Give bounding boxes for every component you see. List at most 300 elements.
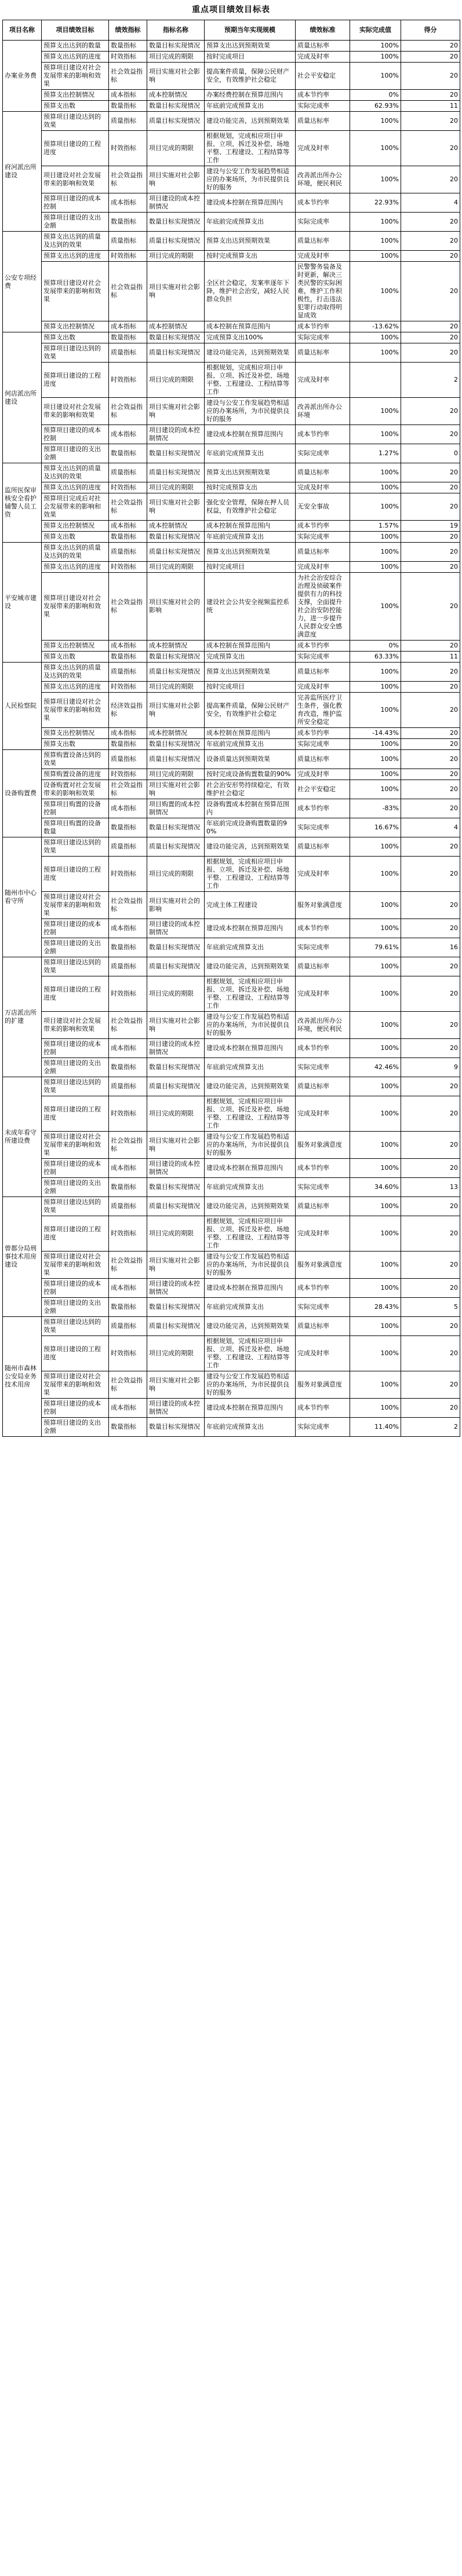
standard-cell: 改善派出所办公环境 [296,398,350,425]
actual-value-cell: 100% [350,750,401,769]
indicator-cell: 质量指标 [109,1317,147,1336]
actual-value-cell: 100% [350,262,401,321]
actual-value-cell: 0% [350,641,401,652]
expected-scale-cell: 建设成本控制在预算范围内 [205,919,296,938]
standard-cell: 质量达标率 [296,112,350,131]
actual-value-cell: 1.27% [350,444,401,463]
goal-cell: 预算项目建设达到的效果 [42,837,109,857]
indicator-name-cell: 项目完成的期限 [147,131,205,166]
indicator-cell: 数量指标 [109,1418,147,1437]
expected-scale-cell: 建设功能完善，达到预期效果 [205,1317,296,1336]
actual-value-cell: 100% [350,919,401,938]
table-row [3,482,460,493]
score-cell: 20 [401,837,460,857]
table-row [3,976,460,1012]
header-expected-scale: 预期当年实现规模 [205,20,296,41]
score-cell: 20 [401,562,460,573]
indicator-cell: 成本指标 [109,425,147,444]
standard-cell: 实际完成率 [296,532,350,543]
goal-cell: 预算项目建设的工程进度 [42,857,109,892]
goal-cell: 预算项目建设的成本控制 [42,1279,109,1298]
indicator-cell: 时效指标 [109,131,147,166]
indicator-cell: 成本指标 [109,799,147,818]
goal-cell: 预算项目建设的工程进度 [42,1096,109,1132]
standard-cell: 社会平安稳定 [296,63,350,90]
table-row [3,1197,460,1216]
header-indicator: 绩效指标 [109,20,147,41]
table-row [3,1058,460,1077]
indicator-cell: 质量指标 [109,837,147,857]
actual-value-cell: 100% [350,463,401,482]
score-cell: 20 [401,1039,460,1058]
score-cell: 20 [401,1317,460,1336]
indicator-name-cell: 项目建设的成本控制情况 [147,1039,205,1058]
table-row [3,101,460,112]
standard-cell: 质量达标率 [296,837,350,857]
expected-scale-cell: 年底前完成预算支出 [205,1178,296,1197]
expected-scale-cell: 按时完成预算支出 [205,251,296,262]
actual-value-cell: 100% [350,1012,401,1039]
indicator-cell: 社会效益指标 [109,1252,147,1279]
score-cell: 20 [401,232,460,251]
score-cell: 20 [401,1077,460,1096]
table-row [3,641,460,652]
standard-cell: 完成及时率 [296,1096,350,1132]
expected-scale-cell: 按时完成项目 [205,562,296,573]
actual-value-cell: 100% [350,166,401,193]
score-cell: 20 [401,663,460,682]
indicator-name-cell: 数量目标实现情况 [147,652,205,663]
indicator-name-cell: 项目建设的成本控制情况 [147,1159,205,1178]
expected-scale-cell: 建设成本控制在预算范围内 [205,1159,296,1178]
table-row [3,1012,460,1039]
indicator-cell: 数量指标 [109,1298,147,1317]
actual-value-cell: 100% [350,1252,401,1279]
indicator-cell: 质量指标 [109,957,147,976]
actual-value-cell: 11.40% [350,1418,401,1437]
table-row [3,919,460,938]
standard-cell: 完成及时率 [296,482,350,493]
actual-value-cell: 63.33% [350,652,401,663]
indicator-name-cell: 项目完成的期限 [147,1336,205,1371]
project-name-cell: 监所医保审核安全看护辅警人员工资 [3,463,42,543]
indicator-name-cell: 数量目标实现情况 [147,818,205,837]
table-row [3,1298,460,1317]
actual-value-cell: 79.61% [350,938,401,957]
table-row [3,799,460,818]
indicator-name-cell: 项目建设的成本控制情况 [147,1399,205,1418]
expected-scale-cell: 根据规划，完成相应项目申报、立项、拆迁及补偿、场地平整、工程建设、工程结算等工作 [205,131,296,166]
goal-cell: 预算项目建设的工程进度 [42,976,109,1012]
expected-scale-cell: 成本控制在预算范围内 [205,521,296,532]
header-actual: 实际完成值 [350,20,401,41]
expected-scale-cell: 按时完成预算支出 [205,482,296,493]
table-row [3,543,460,562]
goal-cell: 预算项目建设达到的效果 [42,1197,109,1216]
actual-value-cell: 16.67% [350,818,401,837]
indicator-name-cell: 成本控制情况 [147,641,205,652]
expected-scale-cell: 建设功能完善，达到预期效果 [205,837,296,857]
goal-cell: 预算项目建设的成本控制 [42,1039,109,1058]
indicator-cell: 成本指标 [109,193,147,213]
expected-scale-cell: 预算支出达到预期效果 [205,663,296,682]
score-cell: 2 [401,363,460,398]
expected-scale-cell: 年底前完成预算支出 [205,938,296,957]
standard-cell: 质量达标率 [296,1317,350,1336]
project-name-cell: 设备购置费 [3,750,42,837]
expected-scale-cell: 年底前完成预算支出 [205,1298,296,1317]
indicator-name-cell: 数量目标实现情况 [147,444,205,463]
table-row [3,321,460,332]
table-row [3,262,460,321]
expected-scale-cell: 根据规划，完成相应项目申报、立项、拆迁及补偿、场地平整、工程建设、工程结算等工作 [205,1336,296,1371]
actual-value-cell: -14.43% [350,728,401,739]
actual-value-cell: 100% [350,1279,401,1298]
indicator-cell: 成本指标 [109,1159,147,1178]
expected-scale-cell: 成本控制在预算范围内 [205,728,296,739]
goal-cell: 预算项目建设对社会发展带来的影响和效果 [42,1132,109,1159]
goal-cell: 预算项目建设达到的效果 [42,957,109,976]
indicator-name-cell: 数量目标实现情况 [147,739,205,750]
actual-value-cell: 100% [350,1371,401,1399]
goal-cell: 预算支出数 [42,332,109,343]
indicator-name-cell: 项目建设的成本控制情况 [147,425,205,444]
standard-cell: 民警警务装备及时更新，解决三类民警的实际困难，维护工作积极性，打击违法犯罪行动取得明显成效 [296,262,350,321]
project-name-cell: 随州市中心看守所 [3,837,42,957]
table-row [3,131,460,166]
score-cell: 20 [401,780,460,799]
standard-cell: 实际完成率 [296,332,350,343]
score-cell: 20 [401,799,460,818]
score-cell: 20 [401,1216,460,1252]
expected-scale-cell: 建设成本控制在预算范围内 [205,1039,296,1058]
expected-scale-cell: 完成主体工程建设 [205,892,296,919]
expected-scale-cell: 根据规划，完成相应项目申报、立项、拆迁及补偿、场地平整、工程建设、工程结算等工作 [205,976,296,1012]
expected-scale-cell: 建设与公安工作发展趋势相适应的办案场所，为市民提供良好的服务 [205,166,296,193]
actual-value-cell: 22.93% [350,193,401,213]
table-row [3,232,460,251]
score-cell: 9 [401,1058,460,1077]
table-row [3,938,460,957]
table-row [3,663,460,682]
expected-scale-cell: 根据规划，完成相应项目申报、立项、拆迁及补偿、场地平整、工程建设、工程结算等工作 [205,1216,296,1252]
table-body [3,41,460,1437]
goal-cell: 预算项目建设的成本控制 [42,1159,109,1178]
standard-cell: 完善监所医疗卫生条件，强化教育改造，维护监所安全稳定 [296,693,350,728]
goal-cell: 预算项目建设的工程进度 [42,1216,109,1252]
project-name-cell: 何店派出所建设 [3,332,42,463]
actual-value-cell: 100% [350,1216,401,1252]
indicator-name-cell: 项目完成的期限 [147,251,205,262]
table-row [3,463,460,482]
actual-value-cell: 100% [350,976,401,1012]
standard-cell: 完成及时率 [296,682,350,693]
indicator-name-cell: 项目完成的期限 [147,976,205,1012]
indicator-cell: 时效指标 [109,1336,147,1371]
score-cell: 20 [401,1012,460,1039]
score-cell: 20 [401,131,460,166]
goal-cell: 预算支出达到的进度 [42,482,109,493]
indicator-cell: 社会效益指标 [109,573,147,641]
table-row [3,532,460,543]
table-header-row [3,20,460,41]
actual-value-cell: 100% [350,693,401,728]
indicator-name-cell: 质量目标实现情况 [147,1077,205,1096]
score-cell: 20 [401,1197,460,1216]
actual-value-cell: 100% [350,543,401,562]
table-row [3,425,460,444]
score-cell: 20 [401,262,460,321]
header-standard: 绩效标准 [296,20,350,41]
expected-scale-cell: 强化安全管理，保障在押人员权益，有效维护社会稳定 [205,493,296,521]
table-row [3,343,460,363]
table-row [3,693,460,728]
indicator-cell: 成本指标 [109,1039,147,1058]
score-cell: 20 [401,693,460,728]
table-row [3,1216,460,1252]
standard-cell: 质量达标率 [296,750,350,769]
expected-scale-cell: 年底前完成预算支出 [205,444,296,463]
standard-cell: 成本节约率 [296,728,350,739]
indicator-name-cell: 项目完成的期限 [147,363,205,398]
indicator-cell: 时效指标 [109,251,147,262]
goal-cell: 预算项目建设达到的效果 [42,1077,109,1096]
standard-cell: 质量达标率 [296,232,350,251]
indicator-name-cell: 项目建设的成本控制情况 [147,1279,205,1298]
score-cell: 20 [401,213,460,232]
actual-value-cell: 100% [350,131,401,166]
expected-scale-cell: 根据规划，完成相应项目申报、立项、拆迁及补偿、场地平整、工程建设、工程结算等工作 [205,1096,296,1132]
indicator-cell: 社会效益指标 [109,262,147,321]
indicator-cell: 数量指标 [109,1058,147,1077]
indicator-name-cell: 数量目标实现情况 [147,101,205,112]
table-row [3,1132,460,1159]
table-row [3,1077,460,1096]
score-cell: 13 [401,1178,460,1197]
table-row [3,1336,460,1371]
table-row [3,1252,460,1279]
standard-cell: 质量达标率 [296,1197,350,1216]
standard-cell: 实际完成率 [296,1178,350,1197]
score-cell: 20 [401,919,460,938]
standard-cell: 成本节约率 [296,1399,350,1418]
indicator-cell: 数量指标 [109,332,147,343]
indicator-cell: 质量指标 [109,663,147,682]
standard-cell: 完成及时率 [296,52,350,63]
expected-scale-cell: 年底前完成预算支出 [205,213,296,232]
expected-scale-cell: 完成预算支出 [205,652,296,663]
expected-scale-cell: 预算支出达到预期效果 [205,463,296,482]
indicator-cell: 质量指标 [109,750,147,769]
table-row [3,957,460,976]
goal-cell: 预算项目建设的成本控制 [42,193,109,213]
indicator-cell: 时效指标 [109,482,147,493]
indicator-name-cell: 项目实施对社会影响 [147,1252,205,1279]
actual-value-cell: 100% [350,398,401,425]
project-name-cell: 万店派出所的扩建 [3,957,42,1077]
standard-cell: 质量达标率 [296,663,350,682]
project-name-cell: 公安专项经费 [3,232,42,332]
indicator-name-cell: 项目完成的期限 [147,682,205,693]
score-cell: 20 [401,682,460,693]
table-row [3,251,460,262]
table-row [3,682,460,693]
goal-cell: 预算支出控制情况 [42,321,109,332]
indicator-name-cell: 项目实施对社会的影响 [147,892,205,919]
indicator-name-cell: 成本控制情况 [147,90,205,101]
indicator-cell: 成本指标 [109,521,147,532]
table-row [3,213,460,232]
standard-cell: 实际完成率 [296,101,350,112]
expected-scale-cell: 按时完成项目 [205,52,296,63]
goal-cell: 预算项目建设的支出金额 [42,1418,109,1437]
score-cell: 20 [401,1096,460,1132]
indicator-cell: 时效指标 [109,682,147,693]
score-cell: 20 [401,90,460,101]
standard-cell: 实际完成率 [296,444,350,463]
score-cell: 20 [401,532,460,543]
standard-cell: 改善派出所办公环境，便民利民 [296,166,350,193]
indicator-cell: 时效指标 [109,1096,147,1132]
indicator-name-cell: 项目实施对社会影响 [147,780,205,799]
goal-cell: 预算支出数 [42,652,109,663]
indicator-name-cell: 项目完成的期限 [147,562,205,573]
actual-value-cell: 100% [350,1159,401,1178]
indicator-name-cell: 数量目标实现情况 [147,938,205,957]
standard-cell: 实际完成率 [296,652,350,663]
score-cell: 20 [401,1371,460,1399]
goal-cell: 预算项目建设对社会发展带来的影响和效果 [42,573,109,641]
indicator-cell: 时效指标 [109,562,147,573]
expected-scale-cell: 预算支出达到预期效果 [205,41,296,52]
indicator-name-cell: 项目完成的期限 [147,769,205,780]
score-cell: 20 [401,251,460,262]
expected-scale-cell: 社会治安形势持续稳定，有效维护社会稳定 [205,780,296,799]
indicator-cell: 时效指标 [109,769,147,780]
indicator-name-cell: 项目建设的成本控制情况 [147,193,205,213]
actual-value-cell: 100% [350,425,401,444]
indicator-cell: 成本指标 [109,321,147,332]
goal-cell: 预算项目建设的工程进度 [42,1336,109,1371]
table-row [3,1279,460,1298]
actual-value-cell: 100% [350,682,401,693]
header-goal: 项目绩效目标 [42,20,109,41]
goal-cell: 预算支出数 [42,532,109,543]
indicator-cell: 质量指标 [109,1197,147,1216]
expected-scale-cell: 提高案件质量，保障公民财产安全，有效维护社会稳定 [205,693,296,728]
standard-cell: 完成及时率 [296,131,350,166]
table-row [3,63,460,90]
expected-scale-cell: 预算支出达到预期效果 [205,232,296,251]
actual-value-cell: 100% [350,957,401,976]
indicator-cell: 数量指标 [109,101,147,112]
goal-cell: 预算项目建设达到的效果 [42,1317,109,1336]
header-project-name: 项目名称 [3,20,42,41]
expected-scale-cell: 按时完成设备购置数量的90% [205,769,296,780]
indicator-cell: 数量指标 [109,532,147,543]
expected-scale-cell: 建设功能完善，达到预期效果 [205,1197,296,1216]
score-cell: 20 [401,892,460,919]
expected-scale-cell: 全区社会稳定，发案率逐年下降，维护社会治安，减轻人民群众负担 [205,262,296,321]
table-row [3,1039,460,1058]
goal-cell: 预算项目完成后对社会发展带来的影响和效果 [42,493,109,521]
indicator-cell: 质量指标 [109,112,147,131]
indicator-name-cell: 数量目标实现情况 [147,41,205,52]
actual-value-cell: 100% [350,343,401,363]
goal-cell: 预算项目建设的支出金额 [42,1298,109,1317]
indicator-name-cell: 质量目标实现情况 [147,750,205,769]
indicator-cell: 质量指标 [109,543,147,562]
standard-cell: 成本节约率 [296,321,350,332]
goal-cell: 预算支出控制情况 [42,521,109,532]
standard-cell: 实际完成率 [296,1058,350,1077]
indicator-name-cell: 项目实施对社会影响 [147,693,205,728]
actual-value-cell: 100% [350,769,401,780]
table-row [3,857,460,892]
expected-scale-cell: 根据规划，完成相应项目申报、立项、拆迁及补偿、场地平整、工程建设、工程结算等工作 [205,363,296,398]
indicator-name-cell: 质量目标实现情况 [147,343,205,363]
actual-value-cell: 100% [350,1197,401,1216]
actual-value-cell: 100% [350,780,401,799]
standard-cell: 成本节约率 [296,1279,350,1298]
goal-cell: 预算支出达到的进度 [42,52,109,63]
standard-cell: 实际完成率 [296,213,350,232]
header-score: 得分 [401,20,460,41]
expected-scale-cell: 年底前完成预算支出 [205,532,296,543]
score-cell: 20 [401,573,460,641]
indicator-name-cell: 成本控制情况 [147,521,205,532]
indicator-cell: 成本指标 [109,641,147,652]
goal-cell: 预算项目建设的支出金额 [42,938,109,957]
indicator-cell: 成本指标 [109,919,147,938]
indicator-cell: 社会效益指标 [109,1012,147,1039]
expected-scale-cell: 提高案件质量，保障公民财产安全，有效维护社会稳定 [205,63,296,90]
indicator-cell: 质量指标 [109,343,147,363]
expected-scale-cell: 建设与公安工作发展趋势相适应的办案场所，为市民提供良好的服务 [205,1371,296,1399]
indicator-cell: 数量指标 [109,1178,147,1197]
actual-value-cell: 100% [350,332,401,343]
expected-scale-cell: 建设功能完善，达到预期效果 [205,112,296,131]
actual-value-cell: 100% [350,251,401,262]
score-cell: 20 [401,1252,460,1279]
indicator-cell: 社会效益指标 [109,166,147,193]
actual-value-cell: 100% [350,1039,401,1058]
score-cell: 20 [401,739,460,750]
goal-cell: 预算项目建设对社会发展带来的影响和效果 [42,63,109,90]
indicator-name-cell: 数量目标实现情况 [147,213,205,232]
expected-scale-cell: 年底前完成预算支出 [205,101,296,112]
table-row [3,1178,460,1197]
table-row [3,1399,460,1418]
indicator-name-cell: 成本控制情况 [147,728,205,739]
indicator-cell: 数量指标 [109,444,147,463]
goal-cell: 预算支出达到的质量及达到的效果 [42,232,109,251]
goal-cell: 预算项目购置的设备数量 [42,818,109,837]
standard-cell: 成本节约率 [296,425,350,444]
standard-cell: 质量达标率 [296,1077,350,1096]
expected-scale-cell: 年底前完成预算支出 [205,1418,296,1437]
actual-value-cell: 100% [350,63,401,90]
goal-cell: 预算项目建设对社会发展带来的影响和效果 [42,892,109,919]
indicator-cell: 成本指标 [109,90,147,101]
score-cell: 20 [401,750,460,769]
score-cell: 20 [401,482,460,493]
expected-scale-cell: 设备购置成本控制在预算范围内 [205,799,296,818]
indicator-cell: 成本指标 [109,728,147,739]
standard-cell: 质量达标率 [296,41,350,52]
goal-cell: 预算项目建设的支出金额 [42,1178,109,1197]
table-row [3,728,460,739]
